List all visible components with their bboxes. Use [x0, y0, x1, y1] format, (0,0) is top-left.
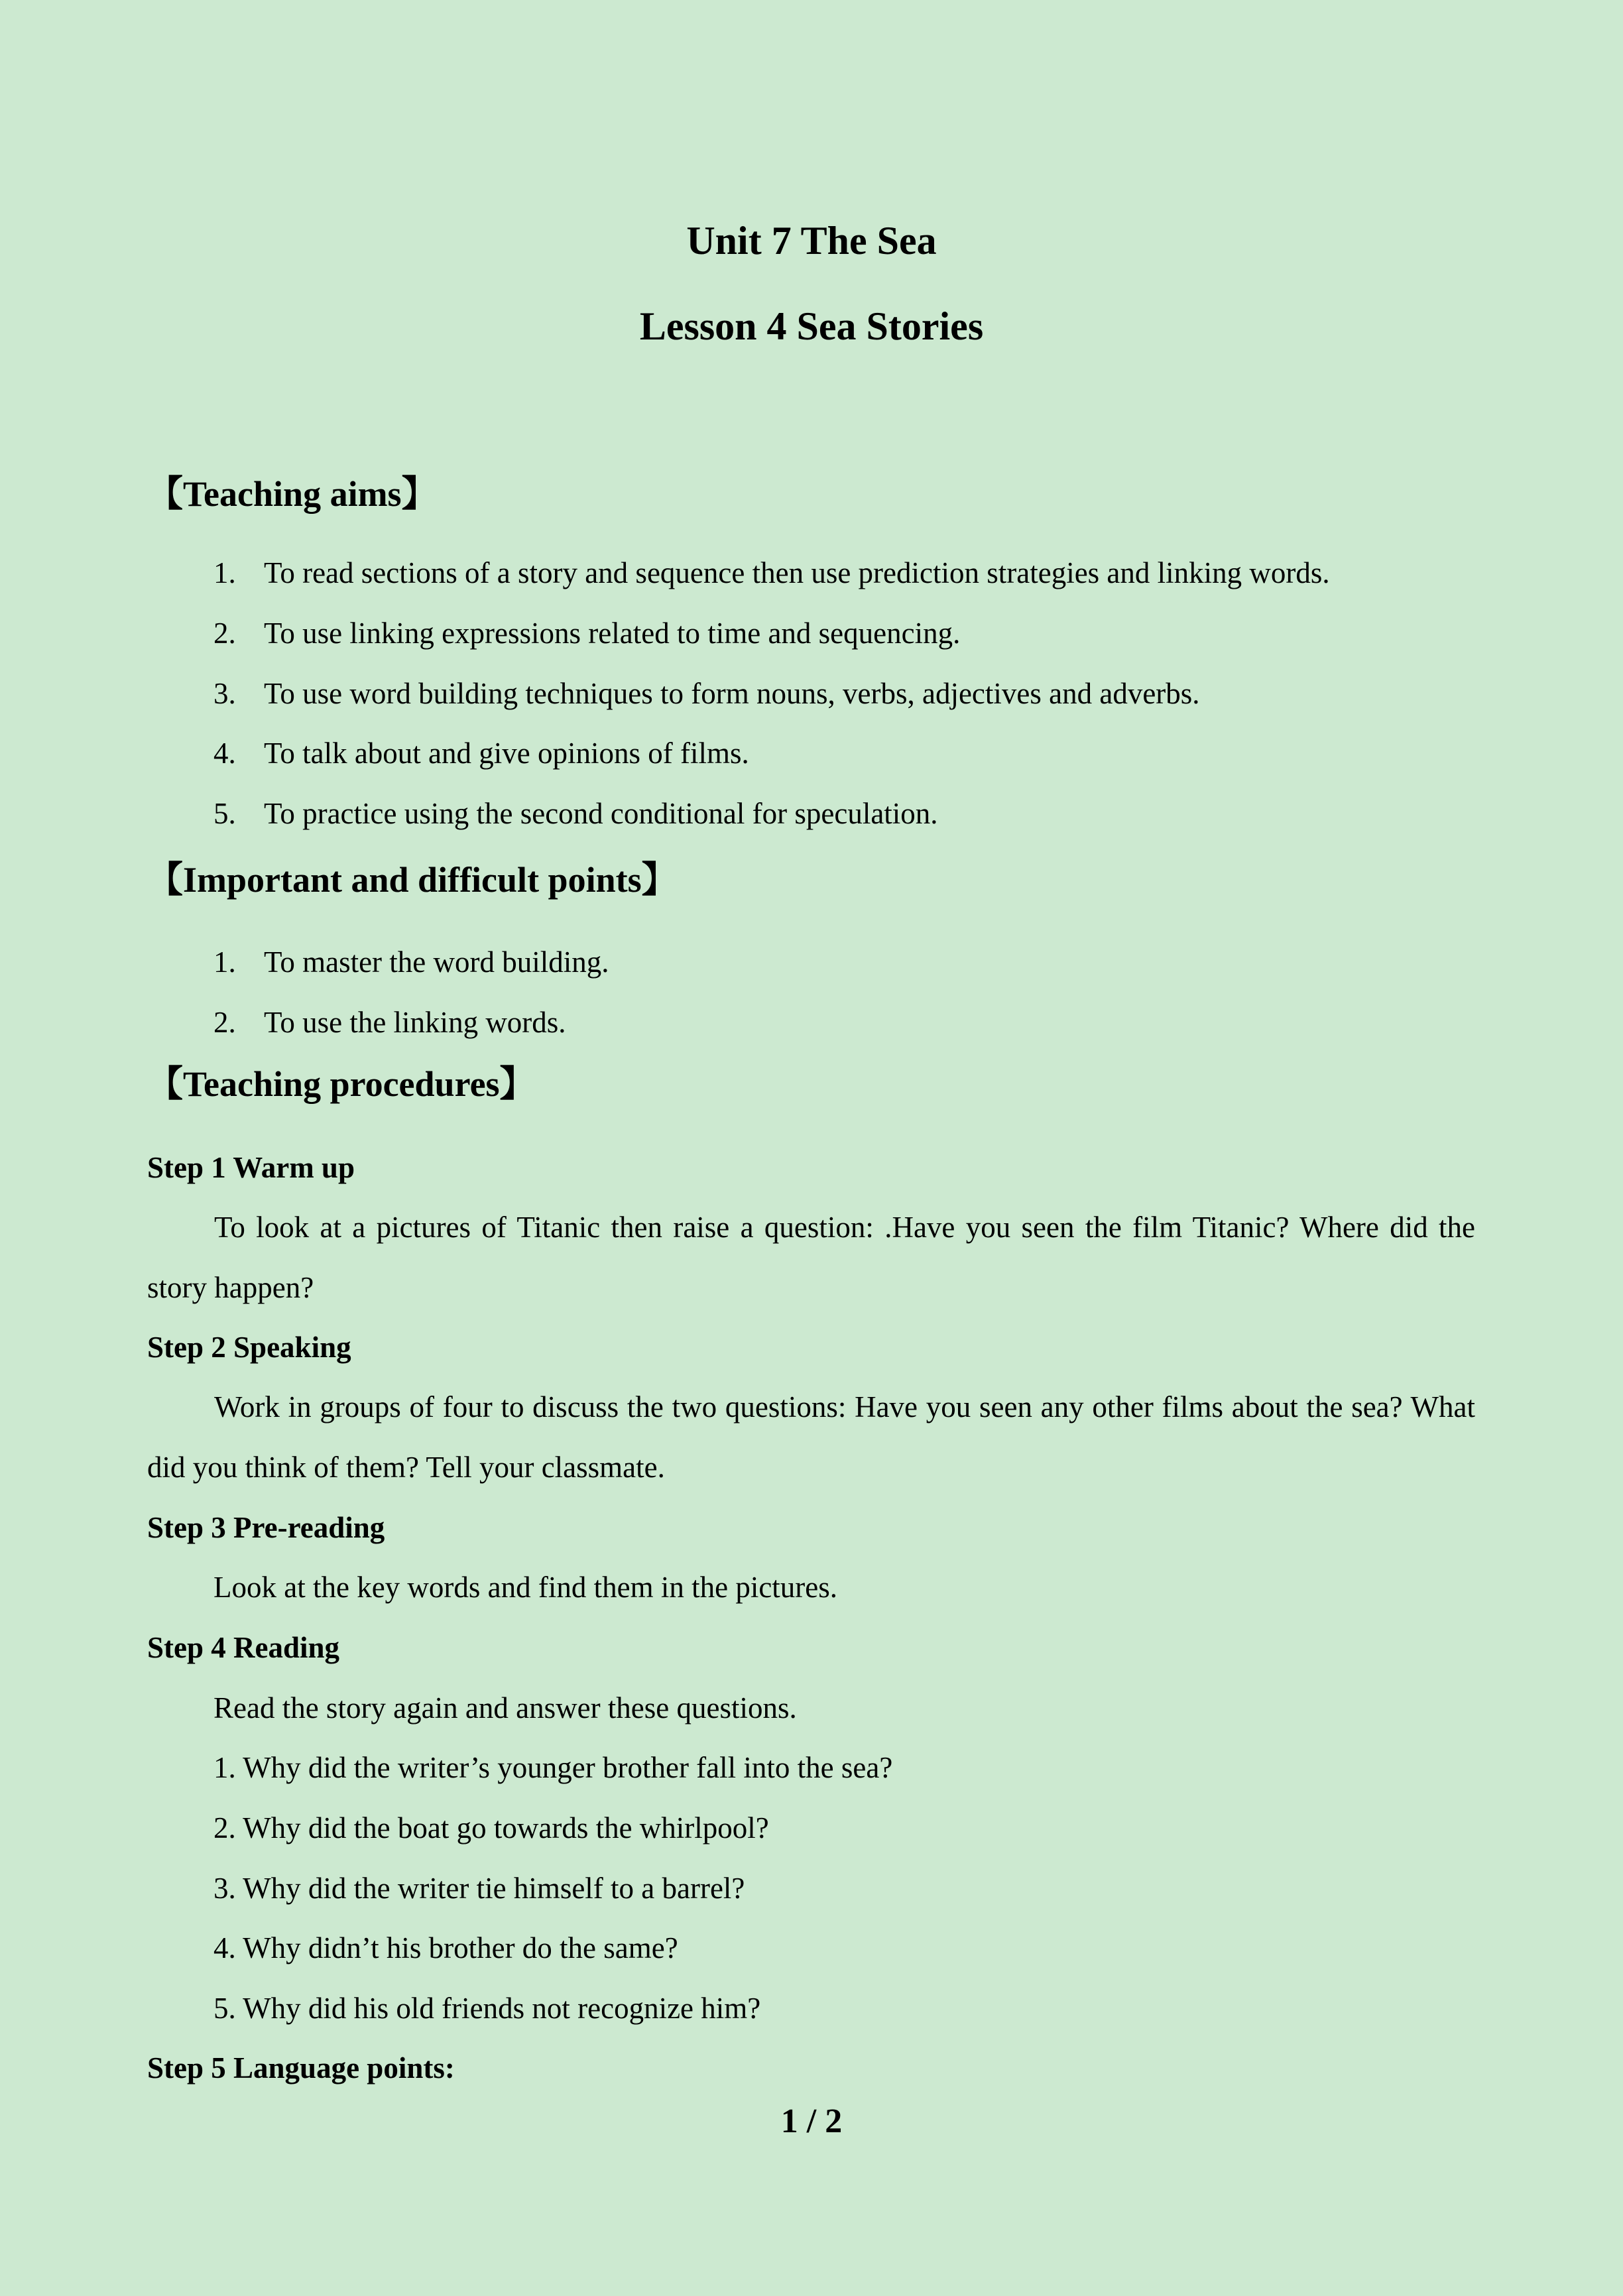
list-item: 2. To use the linking words.: [213, 1006, 566, 1039]
list-item: 2. To use linking expressions related to time and sequencing.: [213, 617, 961, 650]
step2-heading: Step 2 Speaking: [147, 1331, 351, 1364]
step4-heading: Step 4 Reading: [147, 1631, 340, 1664]
important-points-heading: 【Important and difficult points】: [147, 860, 678, 900]
teaching-procedures-heading: 【Teaching procedures】: [147, 1064, 536, 1104]
unit-title: Unit 7 The Sea: [686, 219, 937, 263]
list-item: 4. To talk about and give opinions of films.: [213, 737, 749, 770]
step1-heading: Step 1 Warm up: [147, 1151, 355, 1184]
step2-text: Work in groups of four to discuss the two questions: Have you seen any other films about the sea? What did you think of them? Tell your classmate.: [147, 1390, 1475, 1484]
step4-question: 2. Why did the boat go towards the whirlpool?: [213, 1811, 769, 1844]
list-item: 1. To read sections of a story and sequence then use prediction strategies and linking words.: [213, 556, 1330, 589]
step3-heading: Step 3 Pre-reading: [147, 1511, 385, 1544]
list-item: 1. To master the word building.: [213, 945, 609, 979]
page-number: 1 / 2: [780, 2102, 843, 2140]
step4-question: 5. Why did his old friends not recognize him?: [213, 1992, 761, 2025]
list-item: 3. To use word building techniques to form nouns, verbs, adjectives and adverbs.: [213, 677, 1200, 710]
step4-question: 3. Why did the writer tie himself to a barrel?: [213, 1872, 745, 1905]
step4-intro: Read the story again and answer these questions.: [213, 1691, 797, 1724]
teaching-aims-heading: 【Teaching aims】: [147, 474, 438, 514]
step1-text: To look at a pictures of Titanic then raise a question: .Have you seen the film Titanic? Where did the story happen?: [147, 1211, 1475, 1304]
list-item: 5. To practice using the second conditional for speculation.: [213, 797, 938, 830]
step4-question: 1. Why did the writer’s younger brother fall into the sea?: [213, 1751, 893, 1784]
step5-heading: Step 5 Language points:: [147, 2051, 455, 2085]
step4-question: 4. Why didn’t his brother do the same?: [213, 1931, 678, 1964]
step3-text: Look at the key words and find them in the pictures.: [213, 1571, 838, 1604]
lesson-title: Lesson 4 Sea Stories: [639, 304, 984, 348]
